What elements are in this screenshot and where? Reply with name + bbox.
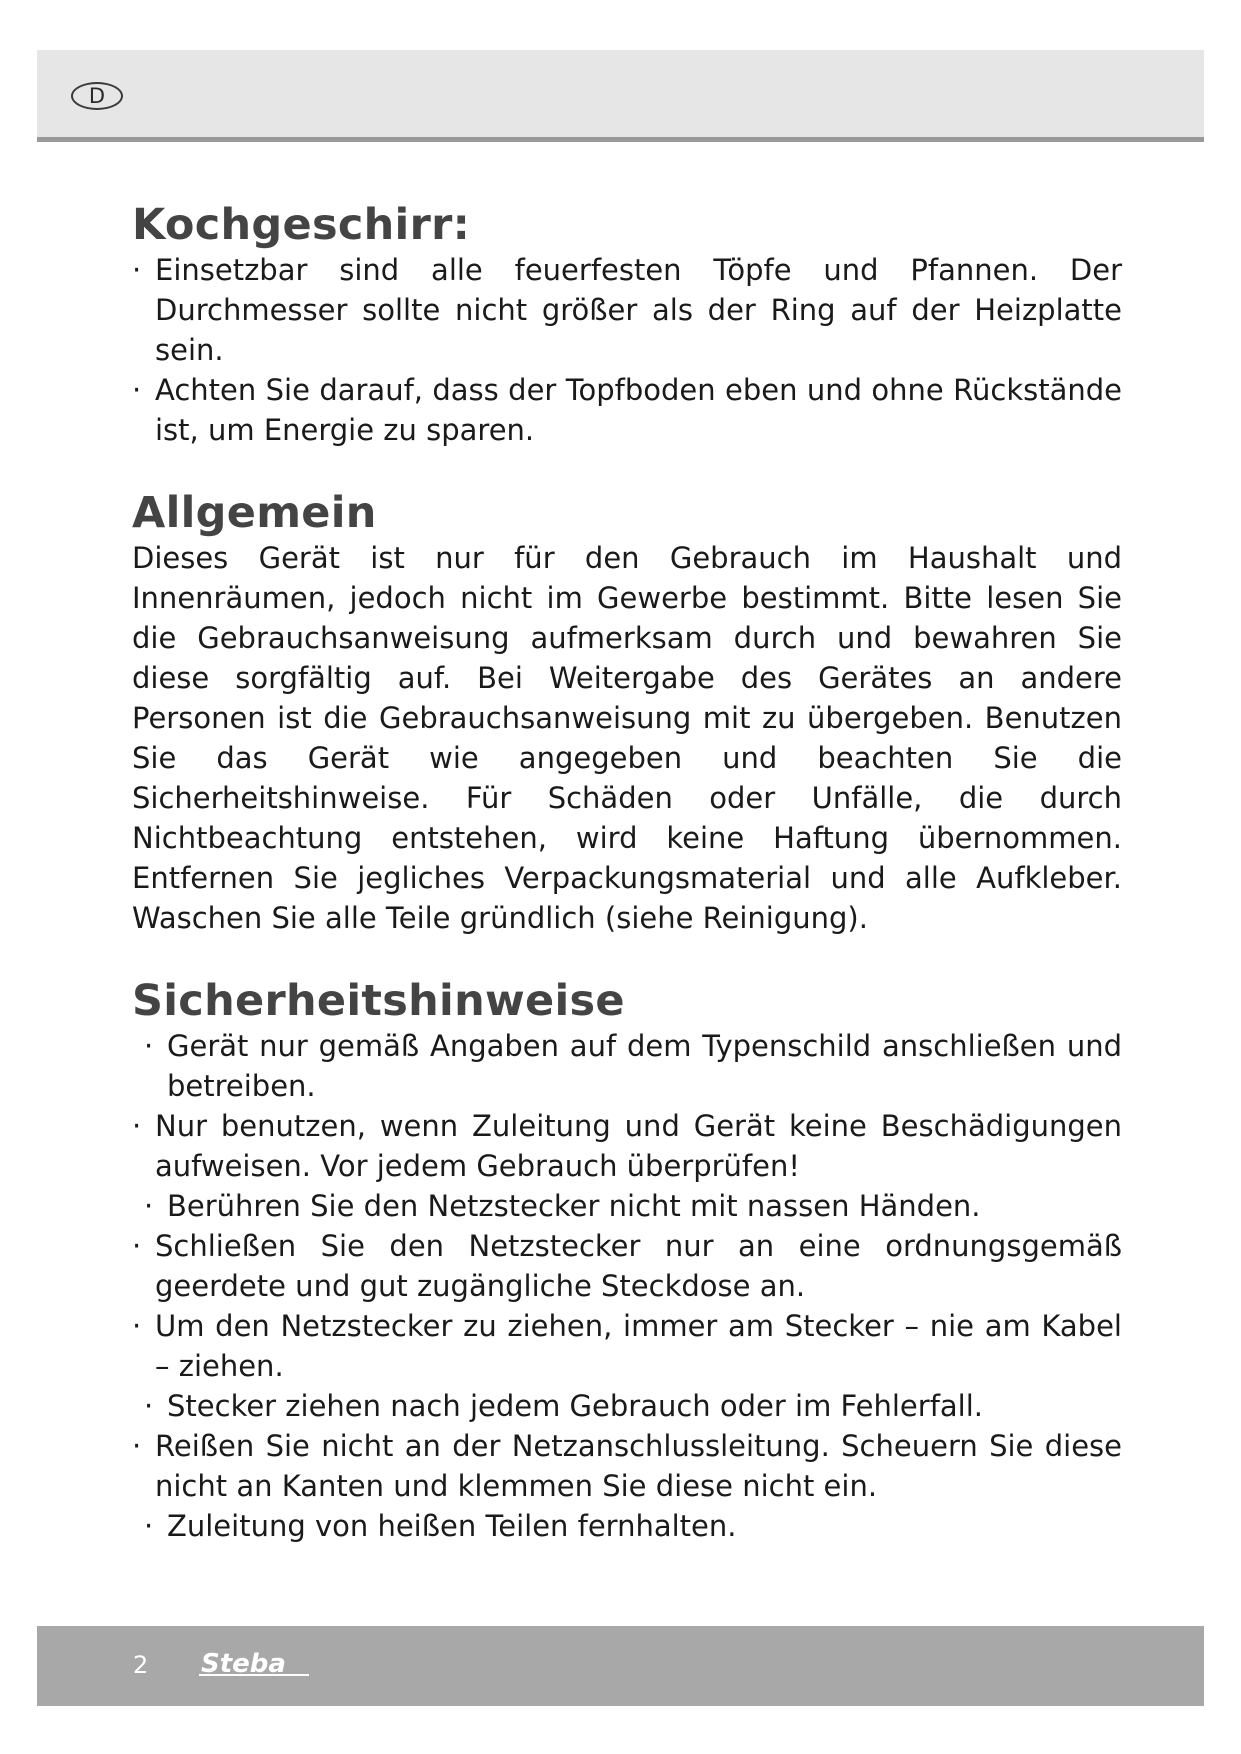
- list-item: · Stecker ziehen nach jedem Gebrauch oder im Fehlerfall.: [132, 1386, 1122, 1426]
- page-content: [132, 200, 1122, 1584]
- list-item: · Achten Sie darauf, dass der Topfboden eben und ohne Rückstände ist, um Energie zu sparen.: [132, 370, 1122, 450]
- section-title-safety: Sicherheitshinweise: [132, 976, 625, 1026]
- page-footer: [37, 1626, 1204, 1706]
- list-item: · Zuleitung von heißen Teilen fernhalten.: [132, 1506, 1122, 1546]
- brand-logo-text: Steba: [201, 1649, 286, 1679]
- list-item: · Gerät nur gemäß Angaben auf dem Typenschild anschließen und betreiben.: [132, 1026, 1122, 1106]
- list-item: · Berühren Sie den Netzstecker nicht mit nassen Händen.: [132, 1186, 1122, 1226]
- steba-logo: [197, 1644, 327, 1684]
- section-title-general: Allgemein: [132, 488, 377, 538]
- section-cookware: [132, 200, 1122, 450]
- general-paragraph: Dieses Gerät ist nur für den Gebrauch im Haushalt und Innenräumen, jedoch nicht im Gewerbe bestimmt. Bitte lesen Sie die Gebrauchsanweisung aufmerksam durch und bewahren Sie diese sorgfältig auf. Bei Weitergabe des Gerätes an andere Personen ist die Gebrauchsanweisung mit zu übergeben. Benutzen Sie das Gerät wie angegeben und beachten Sie die Sicherheitshinweise. Für Schäden oder Unfälle, die durch Nichtbeachtung entstehen, wird keine Haftung übernommen. Entfernen Sie jegliches Verpackungsmaterial und alle Aufkleber. Waschen Sie alle Teile gründlich (siehe Reinigung).: [132, 541, 1122, 935]
- section-safety: [132, 976, 1122, 1546]
- safety-list: [132, 1026, 1122, 1546]
- list-item: · Nur benutzen, wenn Zuleitung und Gerät keine Beschädigungen aufweisen. Vor jedem Gebrauch überprüfen!: [132, 1106, 1122, 1186]
- list-item: · Einsetzbar sind alle feuerfesten Töpfe und Pfannen. Der Durchmesser sollte nicht größer als der Ring auf der Heizplatte sein.: [132, 250, 1122, 370]
- page-header: [37, 50, 1204, 142]
- cookware-list: [132, 250, 1122, 450]
- page-number: 2: [133, 1651, 149, 1679]
- list-item: · Reißen Sie nicht an der Netzanschlussleitung. Scheuern Sie diese nicht an Kanten und klemmen Sie diese nicht ein.: [132, 1426, 1122, 1506]
- list-item: · Um den Netzstecker zu ziehen, immer am Stecker – nie am Kabel – ziehen.: [132, 1306, 1122, 1386]
- section-general: [132, 488, 1122, 938]
- list-item: · Schließen Sie den Netzstecker nur an eine ordnungsgemäß geerdete und gut zugängliche Steckdose an.: [132, 1226, 1122, 1306]
- language-badge: D: [71, 82, 123, 110]
- section-title-cookware: Kochgeschirr:: [132, 200, 471, 250]
